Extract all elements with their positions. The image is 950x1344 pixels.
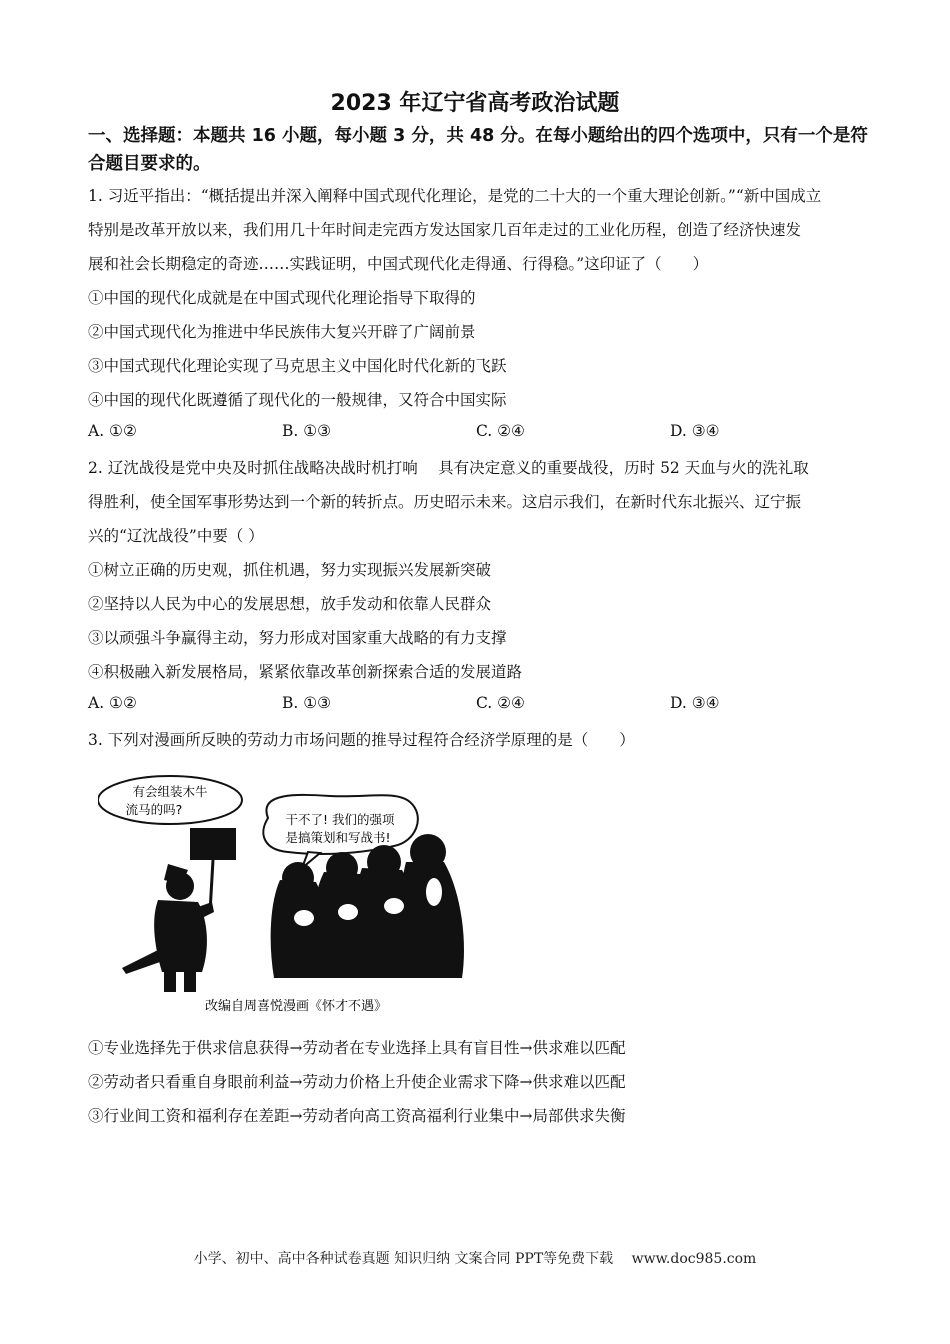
q3-option-2: ②劳动者只看重自身眼前利益→劳动力价格上升使企业需求下降→供求难以匹配 xyxy=(88,1073,626,1091)
q1-choice-d[interactable]: D. ③④ xyxy=(670,422,720,440)
q2-option-1: ①树立正确的历史观，抓住机遇，努力实现振兴发展新突破 xyxy=(88,561,492,579)
q2-stem-line-1: 2. 辽沈战役是党中央及时抓住战略决战时机打响 具有决定意义的重要战役，历时 52 天血与火的洗礼取 xyxy=(88,459,809,477)
right-bubble-text-2: 是搞策划和写战书! xyxy=(285,830,391,845)
q1-choice-b[interactable]: B. ①③ xyxy=(282,422,332,440)
q3-option-3: ③行业间工资和福利存在差距→劳动者向高工资高福利行业集中→局部供求失衡 xyxy=(88,1107,626,1125)
soldier-figure xyxy=(122,864,214,992)
q2-option-4: ④积极融入新发展格局，紧紧依靠改革创新探索合适的发展道路 xyxy=(88,663,523,681)
page-footer: 小学、初中、高中各种试卷真题 知识归纳 文案合同 PPT等免费下载 www.doc985.com xyxy=(193,1251,757,1267)
q1-choice-a[interactable]: A. ①② xyxy=(88,422,137,440)
q2-choice-c[interactable]: C. ②④ xyxy=(476,694,525,712)
q1-choices xyxy=(88,422,868,446)
q1-option-2: ②中国式现代化为推进中华民族伟大复兴开辟了广阔前景 xyxy=(88,323,476,341)
q1-stem-line-3: 展和社会长期稳定的奇迹……实践证明，中国式现代化走得通、行得稳。”这印证了（ ） xyxy=(88,255,709,273)
cartoon-image xyxy=(98,772,488,1022)
q2-option-2: ②坚持以人民为中心的发展思想，放手发动和依靠人民群众 xyxy=(88,595,492,613)
section-header: 一、选择题：本题共 16 小题，每小题 3 分，共 48 分。在每小题给出的四个选项中，只有一个是符合题目要求的。 xyxy=(88,126,868,174)
q3-stem: 3. 下列对漫画所反映的劳动力市场问题的推导过程符合经济学原理的是（ ） xyxy=(88,731,635,749)
q3-option-1: ①专业选择先于供求信息获得→劳动者在专业选择上具有盲目性→供求难以匹配 xyxy=(88,1039,626,1057)
q1-choice-c[interactable]: C. ②④ xyxy=(476,422,525,440)
q1-stem-line-1: 1. 习近平指出：“概括提出并深入阐释中国式现代化理论，是党的二十大的一个重大理论创新。”“新中国成立 xyxy=(88,187,822,205)
left-bubble-text-2: 流马的吗? xyxy=(125,802,183,817)
scholars-group xyxy=(271,834,464,978)
sign-board xyxy=(190,828,236,860)
page-title: 2023 年辽宁省高考政治试题 xyxy=(330,91,620,116)
q2-choice-d[interactable]: D. ③④ xyxy=(670,694,720,712)
cartoon-caption: 改编自周喜悦漫画《怀才不遇》 xyxy=(204,999,388,1014)
q2-choices xyxy=(88,694,868,718)
q2-choice-b[interactable]: B. ①③ xyxy=(282,694,332,712)
q1-option-4: ④中国的现代化既遵循了现代化的一般规律，又符合中国实际 xyxy=(88,391,507,409)
q1-stem-line-2: 特别是改革开放以来，我们用几十年时间走完西方发达国家几百年走过的工业化历程，创造了经济快速发 xyxy=(88,221,802,239)
right-bubble-text-1: 干不了! 我们的强项 xyxy=(285,812,395,827)
q2-stem-line-2: 得胜利，使全国军事形势达到一个新的转折点。历史昭示未来。这启示我们，在新时代东北振兴、辽宁振 xyxy=(88,493,802,511)
q2-choice-a[interactable]: A. ①② xyxy=(88,694,137,712)
q2-option-3: ③以顽强斗争赢得主动，努力形成对国家重大战略的有力支撑 xyxy=(88,629,507,647)
left-bubble-text-1: 有会组装木牛 xyxy=(132,784,208,799)
q1-option-3: ③中国式现代化理论实现了马克思主义中国化时代化新的飞跃 xyxy=(88,357,507,375)
q1-option-1: ①中国的现代化成就是在中国式现代化理论指导下取得的 xyxy=(88,289,476,307)
q2-stem-line-3: 兴的“辽沈战役”中要（ ） xyxy=(88,527,264,545)
